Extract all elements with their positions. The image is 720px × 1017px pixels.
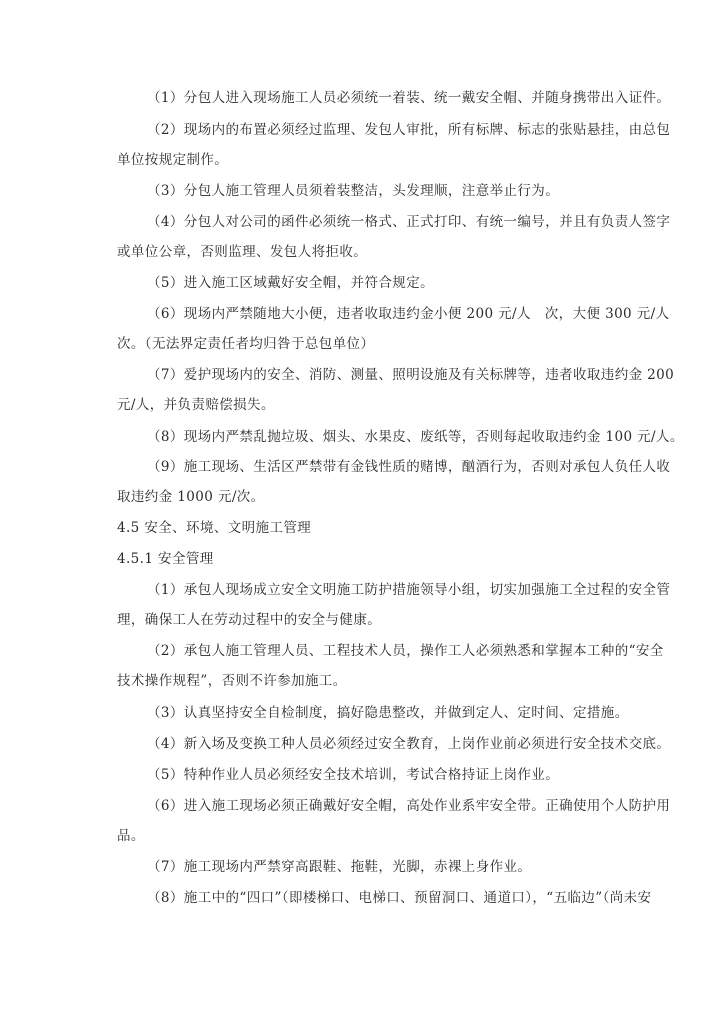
safety-2-line-1: （2）承包人施工管理人员、工程技术人员，操作工人必须熟悉和掌握本工种的“安全	[147, 643, 664, 659]
safety-7-line-1: （7）施工现场内严禁穿高跟鞋、拖鞋，光脚，赤裸上身作业。	[147, 859, 532, 875]
rule-9-line-2: 取违约金 1000 元/次。	[117, 489, 265, 505]
safety-4-line-1: （4）新入场及变换工种人员必须经过安全教育，上岗作业前必须进行安全技术交底。	[147, 736, 671, 752]
safety-6-line-2: 品。	[117, 828, 145, 844]
safety-5-line-1: （5）特种作业人员必须经安全技术培训，考试合格持证上岗作业。	[147, 767, 560, 783]
rule-7-line-1: （7）爱护现场内的安全、消防、测量、照明设施及有关标牌等，违者收取违约金 200	[147, 367, 675, 383]
rule-4-line-2: 或单位公章，否则监理、发包人将拒收。	[117, 244, 368, 260]
section-heading-4-5: 4.5 安全、环境、文明施工管理	[117, 520, 312, 536]
safety-6-line-1: （6）进入施工现场必须正确戴好安全帽，高处作业系牢安全带。正确使用个人防护用	[147, 798, 671, 814]
safety-2-line-2: 技术操作规程”，否则不许参加施工。	[117, 673, 347, 689]
rule-4-line-1: （4）分包人对公司的函件必须统一格式、正式打印、有统一编号，并且有负责人签字	[147, 214, 671, 230]
rule-6-line-2: 次。（无法界定责任者均归咎于总包单位）	[117, 336, 375, 352]
subsection-heading-4-5-1: 4.5.1 安全管理	[117, 551, 214, 567]
safety-8-line-1: （8）施工中的“四口”（即楼梯口、电梯口、预留洞口、通道口），“五临边”（尚未安	[147, 890, 652, 906]
rule-9-line-1: （9）施工现场、生活区严禁带有金钱性质的赌博，酗酒行为，否则对承包人负任人收	[147, 459, 671, 475]
safety-1-line-2: 理，确保工人在劳动过程中的安全与健康。	[117, 612, 382, 628]
rule-6-line-1: （6）现场内严禁随地大小便，违者收取违约金小便 200 元/人 次，大便 300 元/人	[147, 306, 670, 322]
rule-8-line-1: （8）现场内严禁乱抛垃圾、烟头、水果皮、废纸等，否则每起收取违约金 100 元/人。	[147, 429, 684, 445]
rule-7-line-2: 元/人，并负责赔偿损失。	[117, 397, 275, 413]
safety-1-line-1: （1）承包人现场成立安全文明施工防护措施领导小组，切实加强施工全过程的安全管	[147, 582, 671, 598]
rule-2-line-1: （2）现场内的布置必须经过监理、发包人审批，所有标牌、标志的张贴悬挂，由总包	[147, 122, 671, 138]
rule-5-line-1: （5）进入施工区域戴好安全帽，并符合规定。	[147, 275, 434, 291]
rule-2-line-2: 单位按规定制作。	[117, 152, 229, 168]
safety-3-line-1: （3）认真坚持安全自检制度，搞好隐患整改，并做到定人、定时间、定措施。	[147, 705, 629, 721]
rule-1-line-1: （1）分包人进入现场施工人员必须统一着装、统一戴安全帽、并随身携带出入证件。	[147, 90, 671, 106]
rule-3-line-1: （3）分包人施工管理人员须着装整洁，头发理顺，注意举止行为。	[147, 183, 560, 199]
